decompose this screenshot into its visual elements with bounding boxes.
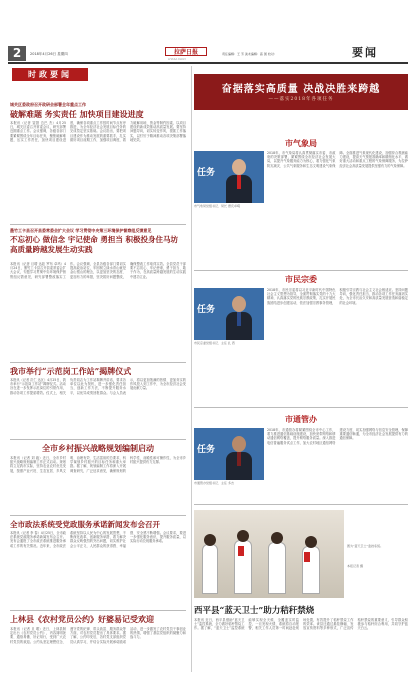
article-7-body: 本报讯 近日，西平县借助“蓝天卫士”监控系统，全力做好秸秆禁烧工作。据了解，“蓝天卫士”监控系统能够实现全天候、全覆盖实时监控，一旦发现火情，系统将自动报警，相关工作人员第一时间赶赴现场处置，有效提升了秸秆禁烧工作的效率。该县还通过悬挂横幅、发放宣传资料等多种形式，广泛宣传秸秆禁烧的重要意义，引导群众积极参与秸秆综合利用，共同守护蓝天白云。 (194, 618, 408, 631)
article-6-body: 本报讯（记者 旦 增）近日，上林县制定出台《农村党员公约》，内容简明扼要、通俗易懂、好记易行，受到广大农村党员的欢迎。公约从坚定理想信念、遵守党的纪律、带头致富、服务群众等方面，对农村党员提出了具体要求。据了解，公约印发后，各村党支部组织党员认真学习，并结合实际开展承诺践诺活动，进一步激发了农村党员干事创业的热情，增强了基层党组织的凝聚力和战斗力。 (10, 627, 186, 644)
profile-2-body: 2018年，市民宗委将以习近平新时代中国特色社会主义思想为指导，全面贯彻落实党的十九大精神，认真落实党的民族宗教政策，扎实开展民族团结进步创建活动，依法加强宗教事务管理，积极引导宗教与社会主义社会相适应。坚持问题导向，强化责任担当，推动各项工作任务落到实处，为全市长治久安和高质量发展营造和谐稳定的社会环境。 (267, 288, 408, 305)
page-header (0, 0, 415, 62)
banner-title: 奋据落实高质量 决战决胜来跨越 (221, 84, 381, 95)
article-7-title: 西平县“蓝天卫士”助力秸秆禁烧 (194, 606, 315, 616)
date-line: 2018年4月26日 星期四 (30, 52, 68, 56)
profile-3-body: 2018年，市通管办将紧紧围绕全市中心工作，着力推进通信基础设施建设，加快宽带网络和移动通信网络覆盖，提升网络服务质量。深入推进电信普遍服务试点工作，加大农村地区通信网络建设力度，切实加强网络与信息安全管理，保障重要通信畅通，为全市经济社会发展提供有力的通信保障。 (267, 428, 408, 445)
paper-logo: 拉萨日报 (165, 47, 207, 56)
column-banner: 时政要闻 (12, 68, 88, 81)
portrait-photo (226, 294, 252, 340)
profile-2-name: 市民宗委 (285, 274, 317, 284)
divider (10, 439, 186, 440)
profile-2-caption: 市民宗委党组书记、主任 扎 西 (194, 341, 235, 345)
column-separator (191, 66, 192, 672)
editor-line: 责任编辑：王 芳 美术编辑：高 国 校对： (222, 52, 277, 56)
photo-overlay-text: 任务 (197, 445, 216, 455)
article-1-kicker: 城关区委政府召开政研会部署全年重点工作 (10, 102, 86, 107)
right-column (194, 64, 408, 674)
divider (10, 515, 186, 516)
left-column (8, 64, 188, 674)
article-1-title: 破解难题 务实责任 加快项目建设进度 (10, 109, 144, 119)
article-2-kicker: 墨竹工卡县召开县委常委会扩大会议 学习贯彻中央第三环境保护督察组反馈意见 (10, 228, 152, 233)
photo-overlay-text: 任务 (197, 168, 216, 178)
profile-1-name: 市气象局 (285, 138, 317, 148)
feature-banner (194, 74, 408, 110)
portrait-photo (226, 157, 252, 203)
page-number-box: 2 (8, 46, 26, 61)
article-3-title: 我市举行“示范岗工作站”揭牌仪式 (10, 366, 132, 376)
profile-2-photo (194, 288, 264, 340)
article-2-body: 本报讯（记者 旦增 达娃 罗布 卓玛）4月24日，墨竹工卡县召开县委常委会扩大会议，专题学习贯彻中央环境保护督察组反馈意见，研究部署整改落实工作。会议强调，全县各级各部门要切实提高政治站位，牢固树立绿水青山就是金山银山的理念，以更加坚决的态度、更加有力的举措，坚决抓好问题整改，确保整改工作取得实效。全县党员干部要不忘初心、牢记使命，勇于担当、敢于作为，在高质量跨越发展的生动实践中建功立业。 (10, 262, 186, 279)
photo-overlay-text: 任务 (197, 305, 216, 315)
article-2-title: 不忘初心 做信念 宇记使命 勇担当 积极投身住马坊 高质量跨越发展生动实践 (10, 235, 178, 254)
profile-3-caption: 市通管办党组书记、主任 多吉 (194, 481, 234, 485)
portrait-photo (226, 434, 252, 480)
divider (194, 504, 408, 505)
article-4-title: 全市乡村振兴战略规划编制启动 (42, 443, 154, 453)
article-3-body: 本报讯（记者 次仁 达瓦）4月25日，我市举行“示范岗工作站”揭牌仪式。活动旨在进一步发挥示范岗位的引领作用，推动各项工作提质增效。仪式上，相关负责同志为工作站揭牌并讲话，要求各单位以此为契机，进一步强化责任担当，创新工作方法，不断提升服务水平，以优异成绩回报群众。与会人员表示，将以更加饱满的热情、更加务实的作风投入到工作中，为全市经济社会发展贡献力量。 (10, 378, 186, 395)
photo-caption: 图为“蓝天卫士”监控系统。 (347, 544, 384, 548)
divider (10, 610, 186, 611)
divider (194, 270, 408, 271)
article-5-body: 本报讯（记者 李 春）4月25日，全市政法系统党政服务承诺新闻发布会召开。发布会通报了全市政法系统推进服务承诺工作的有关情况。近年来，全市政法系统坚持以人民为中心的发展思想，不断深化改革，创新服务举措，着力解决群众反映强烈的突出问题，切实维护社会公平正义，人民群众的获得感、幸福感、安全感不断增强。会议要求，要进一步强化服务意识，提升服务质量，以实际行动兑现服务承诺。 (10, 531, 186, 548)
article-1-body: 本报讯（记者 鉴措 边巴 杰）4月25日，城关区委召开常委会议，研究部署近期重点工作。会议强调，各级各部门要紧紧围绕全年目标任务，聚焦破解难题，压实工作责任，加快项目建设进度，确保各项重点工作按时间节点有序推进，为全年经济社会发展目标任务的完成奠定坚实基础。会议指出，要把项目建设作为推动发展的重要抓手，扎实做好项目前期工作，加强项目调度，着力破解用地、资金等制约因素，以项目建设的新成效推动高质量发展。要坚持问题导向，切实转变作风，狠抓工作落实，以钉钉子精神推动各项决策部署落地见效。 (10, 121, 186, 142)
article-4-body: 本报讯（记者 刘 毅）近日，全市乡村振兴战略规划编制工作正式启动。规划将立足我市实际，坚持农业农村优先发展，按照产业兴旺、生态宜居、乡风文明、治理有效、生活富裕的总要求，科学谋划乡村振兴的目标任务和重大举措。据了解，规划编制工作将深入开展调查研究，广泛征求意见，确保规划的科学性、前瞻性和可操作性，为全市乡村振兴提供有力支撑。 (10, 456, 186, 473)
profile-1-body: 2018年，市气象局将认真贯彻落实市委、市政府的决策部署，紧紧围绕全市经济社会发展大局，以提升气象服务能力为核心，着力强化气象防灾减灾、公共气象服务和生态文明建设气象保障。全面推进气象现代化建设，加强综合观测能力建设，提高天气预报准确率和精细化水平，做好重大活动和重点工程的气象保障服务，为拉萨经济社会高质量发展提供坚强有力的气象保障。 (267, 151, 408, 168)
profile-1-caption: 市气象局党组书记、局长 德庆卓嘎 (194, 204, 240, 208)
banner-subtitle: ——落实2018年各项任务 (268, 97, 334, 102)
divider (10, 224, 186, 225)
article-6-title: 上林县《农村党员公约》好婆易记受欢迎 (10, 614, 154, 624)
paper-pinyin: LHASA DAILY (168, 57, 186, 61)
divider (194, 407, 408, 408)
section-title: 要闻 (352, 46, 378, 59)
profile-3-name: 市通管办 (285, 414, 317, 424)
profile-1-photo (194, 151, 264, 203)
divider (10, 362, 186, 363)
article-5-title: 全市政法系统受党政服务承诺新闻发布会召开 (10, 520, 160, 529)
children-photo (194, 510, 344, 598)
photo-credit: 本报记者 摄 (347, 564, 363, 568)
profile-3-photo (194, 428, 264, 480)
